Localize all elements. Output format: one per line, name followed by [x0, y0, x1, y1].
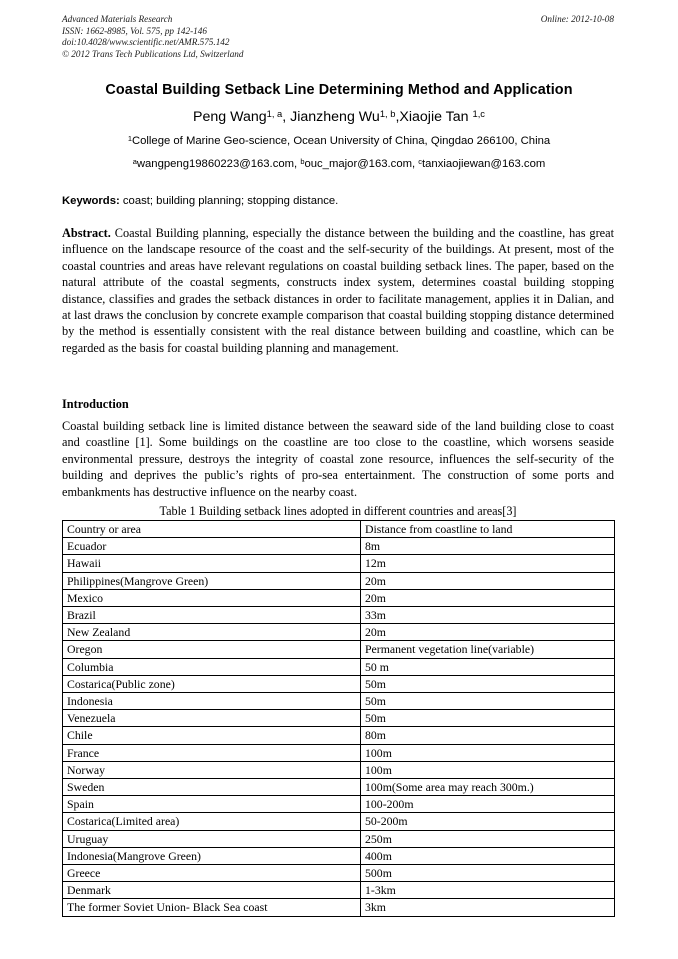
table-cell-country: Denmark: [63, 882, 361, 899]
table-cell-distance: 33m: [361, 607, 615, 624]
author-entry: [193, 109, 282, 125]
setback-lines-table: [62, 520, 615, 917]
page-title: Coastal Building Setback Line Determining Method and Application: [105, 82, 573, 98]
affiliation-text: College of Marine Geo-science, Ocean University of China, Qingdao 266100, China: [131, 135, 551, 147]
table-row: [63, 555, 615, 572]
table-cell-country: Uruguay: [63, 830, 361, 847]
table-cell-country: Costarica(Limited area): [63, 813, 361, 830]
table-row: [63, 899, 615, 916]
author-name: Xiaojie Tan: [399, 109, 473, 125]
email-marker: b: [300, 156, 305, 166]
keywords-value: coast; building planning; stopping distance.: [119, 195, 339, 207]
table-cell-distance: 250m: [361, 830, 615, 847]
email-marker: c: [418, 156, 423, 166]
table-cell-distance: 12m: [361, 555, 615, 572]
abstract-label: Abstract.: [62, 226, 111, 240]
table-row: [63, 658, 615, 675]
table-cell-distance: 50m: [361, 675, 615, 692]
author-list: [40, 108, 638, 127]
table-cell-distance: 8m: [361, 538, 615, 555]
table-cell-distance: 100-200m: [361, 796, 615, 813]
author-affiliation-marker: 1,c: [472, 109, 485, 120]
table-row: [63, 607, 615, 624]
table-cell-distance: 20m: [361, 572, 615, 589]
affiliation-marker: 1: [127, 133, 132, 143]
table-row: [63, 830, 615, 847]
author-separator: ,: [395, 109, 400, 125]
journal-name: Advanced Materials Research: [62, 14, 173, 24]
table-cell-distance: 400m: [361, 847, 615, 864]
email-line: [40, 157, 638, 172]
table-cell-distance: 1-3km: [361, 882, 615, 899]
author-separator: ,: [282, 109, 291, 125]
table-cell-country: Columbia: [63, 658, 361, 675]
keywords-line: [62, 194, 614, 208]
table-row: [63, 572, 615, 589]
table-row: [63, 641, 615, 658]
table-row: [63, 693, 615, 710]
email-separator: ,: [294, 158, 301, 170]
abstract-paragraph: [62, 225, 614, 356]
table-cell-distance: 100m(Some area may reach 300m.): [361, 779, 615, 796]
table-row: [63, 589, 615, 606]
journal-online-date: Online: 2012-10-08: [540, 14, 614, 24]
table-cell-country: Chile: [63, 727, 361, 744]
table-cell-country: Mexico: [63, 589, 361, 606]
table-row: [63, 710, 615, 727]
author-affiliation-marker: 1, b: [379, 109, 396, 120]
table-row: [63, 727, 615, 744]
author-entry: [290, 109, 395, 125]
table-cell-country: Norway: [63, 761, 361, 778]
table-row: [63, 813, 615, 830]
table-body: [63, 521, 615, 917]
table-cell-country: Indonesia(Mangrove Green): [63, 847, 361, 864]
abstract-text: Coastal Building planning, especially the distance between the building and the coastline, has great influence on the landscape resource of the coast and the self-security of the buildings. At present, most of the coastal countries and areas have relevant regulations on coastal building setback lines. The paper, based on the natural attribute of the coastal segments, constructs index system, determines coastal building stopping distance, classifies and grades the setback distances in order to facilitate management, applies it in Dalian, and at last draws the conclusion by concrete example comparison that coastal building stopping distance determined by the method is essentially consistent with the real distance between building and coastline, which can be regarded as the basis for coastal building planning and management.: [62, 226, 614, 355]
journal-name-row: [62, 14, 614, 26]
table-cell-country: Ecuador: [63, 538, 361, 555]
table-row: [63, 624, 615, 641]
table-cell-distance: 80m: [361, 727, 615, 744]
table-cell-country: The former Soviet Union- Black Sea coast: [63, 899, 361, 916]
keywords-label: Keywords:: [62, 195, 120, 207]
table-cell-country: Hawaii: [63, 555, 361, 572]
journal-copyright: © 2012 Trans Tech Publications Ltd, Switzerland: [62, 48, 244, 59]
table-cell-distance: 20m: [361, 624, 615, 641]
table-cell-distance: 50m: [361, 693, 615, 710]
table-row: [63, 744, 615, 761]
table-header-row: [63, 521, 615, 538]
journal-header: [62, 14, 614, 60]
table-row: [63, 538, 615, 555]
table-caption: Table 1 Building setback lines adopted in different countries and areas[3]: [159, 504, 517, 518]
table-cell-distance: Permanent vegetation line(variable): [361, 641, 615, 658]
table-cell-country: Greece: [63, 865, 361, 882]
table-cell-country: Indonesia: [63, 693, 361, 710]
email-marker: a: [132, 156, 137, 166]
table-cell-distance: 100m: [361, 744, 615, 761]
author-entry: [399, 109, 485, 125]
table-column-header: Country or area: [63, 521, 361, 538]
email-address: tanxiaojiewan@163.com: [422, 158, 546, 170]
email-address: wangpeng19860223@163.com: [136, 158, 295, 170]
table-cell-distance: 500m: [361, 865, 615, 882]
table-row: [63, 882, 615, 899]
table-cell-distance: 3km: [361, 899, 615, 916]
table-cell-country: Venezuela: [63, 710, 361, 727]
table-column-header: Distance from coastline to land: [361, 521, 615, 538]
email-separator: ,: [412, 158, 419, 170]
table-cell-distance: 50 m: [361, 658, 615, 675]
table-cell-country: France: [63, 744, 361, 761]
table-row: [63, 779, 615, 796]
table-cell-distance: 20m: [361, 589, 615, 606]
affiliation-line: [40, 134, 638, 149]
table-row: [63, 675, 615, 692]
table-cell-distance: 50-200m: [361, 813, 615, 830]
table-cell-distance: 100m: [361, 761, 615, 778]
table-cell-country: Sweden: [63, 779, 361, 796]
table-cell-country: New Zealand: [63, 624, 361, 641]
table-cell-country: Philippines(Mangrove Green): [63, 572, 361, 589]
author-affiliation-marker: 1, a: [266, 109, 283, 120]
table-cell-distance: 50m: [361, 710, 615, 727]
table-row: [63, 761, 615, 778]
table-cell-country: Brazil: [63, 607, 361, 624]
table-cell-country: Costarica(Public zone): [63, 675, 361, 692]
author-name: Jianzheng Wu: [290, 109, 380, 125]
email-address: ouc_major@163.com: [304, 158, 413, 170]
section-heading-introduction: Introduction: [62, 397, 129, 411]
journal-doi: doi:10.4028/www.scientific.net/AMR.575.142: [62, 37, 230, 48]
table-row: [63, 847, 615, 864]
table-row: [63, 865, 615, 882]
table-row: [63, 796, 615, 813]
table-cell-country: Spain: [63, 796, 361, 813]
journal-issn: ISSN: 1662-8985, Vol. 575, pp 142-146: [62, 25, 207, 36]
table-cell-country: Oregon: [63, 641, 361, 658]
author-name: Peng Wang: [193, 109, 267, 125]
introduction-paragraph: Coastal building setback line is limited distance between the seaward side of the land building close to coast and coastline [1]. Some buildings on the coastline are too close to the coastline, which worsens seaside environmental pressure, destroys the integrity of coastal zone resource, influences the self-security of the building and deprives the public’s rights of pro-sea entertainment. The construction of some ports and embankments has destructive influence on the nearby coast.: [62, 419, 614, 499]
